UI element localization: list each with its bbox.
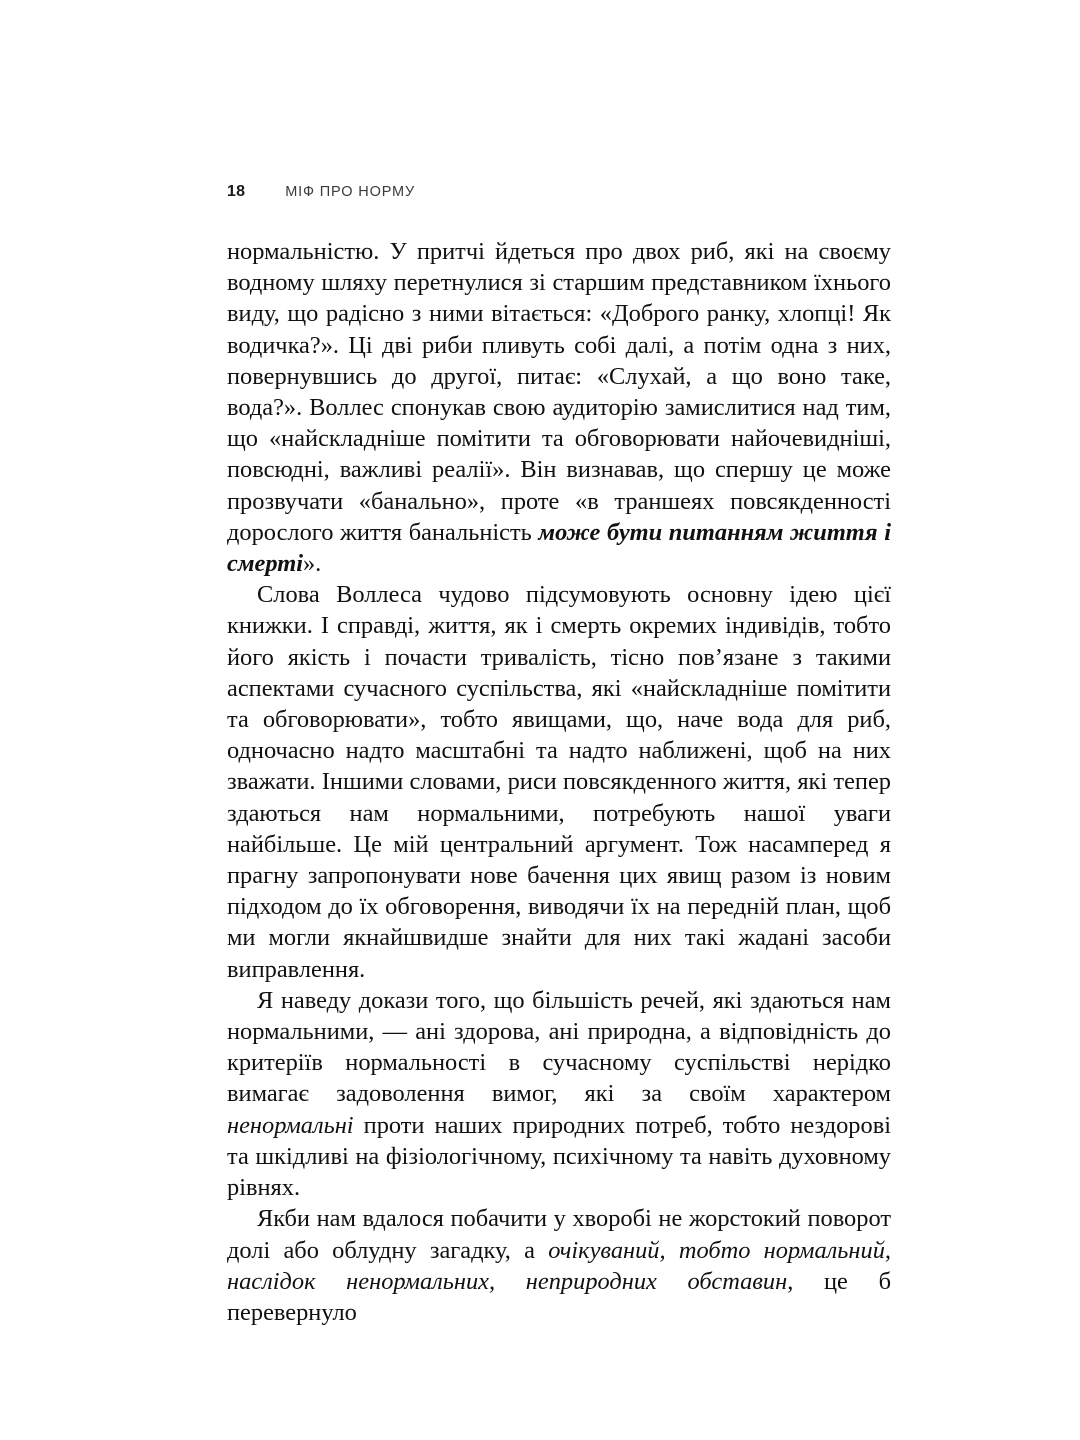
text-run: Слова Воллеса чудово підсумовують основну ідею цієї книжки. І справді, життя, як і смерть окремих індивідів, тобто його якість і почасти тривалість, тісно пов’язане з такими аспектами сучасного суспільства, які «найскладніше помітити та обговорювати», тобто явищами, що, наче вода для риб, одночасно надто масштабні та надто наближені, щоб на них зважати. Іншими словами, риси повсякденного життя, які тепер здаються нам нормальними, потребують нашої уваги найбільше. Це мій центральний аргумент. Тож насамперед я прагну запропонувати нове бачення цих явищ разом із новим підходом до їх обговорення, виводячи їх на передній план, щоб ми могли якнайшвидше знайти для них такі жадані засоби виправлення. <box>227 581 891 983</box>
emphasis-italic-bold: може бути питанням життя і смерті <box>227 518 891 578</box>
paragraph <box>227 236 891 579</box>
text-run: проти наших природних потреб, тобто нездорові та шкідливі на фізіологічному, психічному та навіть духовному рівнях. <box>227 1111 891 1202</box>
paragraph <box>227 1203 891 1328</box>
paragraph <box>227 985 891 1203</box>
running-title: МІФ ПРО НОРМУ <box>285 184 416 200</box>
page-number: 18 <box>227 183 246 200</box>
running-head <box>227 183 415 201</box>
text-run: ». <box>302 550 322 578</box>
emphasis-italic: ненормальні <box>227 1111 354 1139</box>
body-text-block <box>227 236 891 1328</box>
text-run: Я наведу докази того, що більшість речей, які здаються нам нормальними, — ані здорова, ані природна, а відповідність до критеріїв нормальності в сучасному суспільстві нерідко вимагає задоволення вимог, які за своїм характером <box>227 986 891 1108</box>
text-run: Якби нам вдалося побачити у хворобі не жорстокий поворот долі або облудну загадку, а <box>227 1205 891 1264</box>
emphasis-italic: очікуваний, тобто нормальний, наслідок ненормальних, неприродних обставин <box>227 1236 891 1295</box>
text-run: , це б перевернуло <box>227 1267 891 1326</box>
paragraph <box>227 579 891 985</box>
text-run: нормальністю. У притчі йдеться про двох риб, які на своєму водному шляху перетнулися зі старшим представником їхнього виду, що радісно з ними вітається: «Доброго ранку, хлопці! Як водичка?». Ці дві риби пливуть собі далі, а потім одна з них, повернувшись до другої, питає: «Слухай, а що воно таке, вода?». Воллес спонукав свою аудиторію замислитися над тим, що «найскладніше помітити та обговорювати найочевидніші, повсюдні, важливі реалії». Він визнавав, що спершу це може прозвучати «банально», проте «в траншеях повсякденності дорослого життя банальність <box>227 238 891 546</box>
